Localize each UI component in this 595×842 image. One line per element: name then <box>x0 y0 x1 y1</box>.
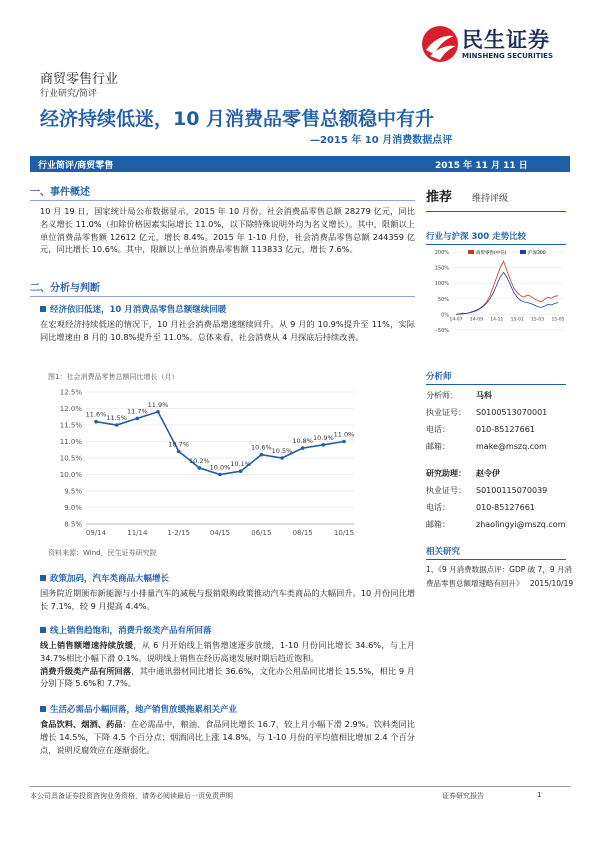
data-point <box>177 450 181 454</box>
sidebar <box>426 186 576 245</box>
trend-x-tick: 15-05 <box>551 317 565 323</box>
retail-growth-line-chart <box>44 384 364 546</box>
report-type: 行业研究/简评 <box>40 89 98 99</box>
page-title: 经济持续低迷，10 月消费品零售总额稳中有升 <box>40 108 435 130</box>
trend-line-hs300 <box>456 272 558 314</box>
y-tick-label: 10.5% <box>59 454 82 463</box>
info-key: 分析师： <box>426 391 458 400</box>
data-point <box>322 443 326 447</box>
data-label: 10.6% <box>251 443 272 452</box>
industry-label: 商贸零售行业 <box>40 72 119 87</box>
sidebar-divider <box>426 384 566 385</box>
info-key: 研究助理： <box>426 469 466 478</box>
rating-label: 推荐 <box>426 190 453 205</box>
info-key: 邮箱： <box>426 520 450 529</box>
y-tick-label: 12.5% <box>59 388 82 397</box>
trend-x-tick: 14-09 <box>469 317 483 323</box>
bullet-icon <box>40 575 46 581</box>
bullet-icon <box>40 706 46 712</box>
bullet-heading-4-text: 生活必需品小幅回落，地产销售放缓拖累相关产业 <box>50 705 238 715</box>
info-value: 010-85127661 <box>476 503 535 512</box>
info-value: S0100513070001 <box>476 408 548 417</box>
data-point <box>280 456 284 460</box>
legend-hs300: 沪深300 <box>528 251 546 256</box>
data-label: 10.5% <box>271 447 293 455</box>
header-bar <box>30 156 570 172</box>
data-point <box>94 420 98 424</box>
data-point <box>239 469 243 473</box>
data-label: 11.6% <box>85 410 107 419</box>
x-tick-label: 09/14 <box>85 529 107 537</box>
related-item[interactable] <box>426 563 576 591</box>
data-point <box>136 417 140 421</box>
paragraph-text: ，其中通讯器材同比增长 36.6%，文化办公用品同比增长 15.5%，相比 9 月分别下降 5.6%和 7.7%。 <box>40 665 415 689</box>
y-tick-label: 8.5% <box>64 520 82 529</box>
footer-disclaimer: 本公司具备证券投资咨询业务资格，请务必阅读最后一页免责声明 <box>30 792 233 800</box>
trend-y-tick: 150% <box>434 265 449 272</box>
figure-caption: 图1：社会消费品零售总额同比增长（月） <box>48 373 179 381</box>
legend-swatch-retail <box>468 250 474 254</box>
assistant-row <box>426 499 576 516</box>
data-label: 11.9% <box>147 400 169 409</box>
info-key: 邮箱： <box>426 442 450 451</box>
bullet-icon <box>40 306 46 312</box>
data-label: 10.0% <box>209 463 231 472</box>
related-title: 相关研究 <box>426 547 461 557</box>
trend-y-tick: 50% <box>437 296 449 303</box>
page-number: 1 <box>537 791 542 799</box>
info-value: S0100115070039 <box>476 486 548 495</box>
bullet-icon <box>40 627 46 633</box>
section-bullet-4 <box>30 703 415 756</box>
sidebar-divider <box>426 211 566 212</box>
assistant-name: 赵令伊 <box>476 469 500 478</box>
data-label: 11.7% <box>127 407 148 416</box>
bar-category: 行业简评/商贸零售 <box>38 161 114 171</box>
bullet-heading-3-text: 线上销售趋饱和，消费升级类产品有所回落 <box>50 626 212 636</box>
section-bullet-2 <box>30 572 415 613</box>
trend-x-tick: 15-03 <box>531 317 545 323</box>
info-key: 电话： <box>426 503 450 512</box>
info-key: 执业证号： <box>426 486 466 495</box>
data-label: 10.1% <box>230 460 251 469</box>
data-point <box>301 446 305 450</box>
sidebar-divider <box>426 244 566 245</box>
data-label: 11.0% <box>333 430 355 439</box>
analyst-row <box>426 387 576 404</box>
footer-divider <box>30 786 570 787</box>
bullet-heading-2-text: 政策加码，汽车类商品大幅增长 <box>50 574 170 584</box>
assistant-row <box>426 482 576 499</box>
section-title-2: 二、分析与判断 <box>30 283 100 294</box>
info-key: 执业证号： <box>426 408 466 417</box>
minsheng-logo-icon <box>420 24 460 64</box>
trend-comparison-chart <box>428 246 568 342</box>
section-event <box>30 183 415 256</box>
trend-y-tick: 200% <box>434 250 449 256</box>
data-point <box>260 453 264 457</box>
data-point <box>218 473 222 477</box>
x-tick-label: 08/15 <box>292 529 313 537</box>
assistant-row <box>426 516 576 533</box>
trend-y-tick: 0% <box>441 312 449 319</box>
info-value: 010-85127661 <box>476 425 535 434</box>
legend-swatch-hs300 <box>520 250 526 254</box>
y-tick-label: 11.0% <box>59 438 82 446</box>
bold-lead: 消费升级类产品有所回落 <box>40 665 132 676</box>
trend-title: 行业与沪深 300 走势比较 <box>426 232 527 242</box>
trend-x-tick: 14-07 <box>449 317 463 323</box>
related-item-title: 1、《9 月消费数据点评：GDP 破 7，9 月消费品零售总额增速略有回升》 <box>426 565 572 588</box>
y-tick-label: 9.0% <box>64 504 82 512</box>
trend-y-tick: 100% <box>434 281 449 288</box>
x-tick-label: 1-2/15 <box>167 529 191 537</box>
paragraph-text: ，从 6 月开始线上销售增速逐步放缓，1-10 月份同比增长 34.6%，与上月 34.7%相比小幅下滑 0.1%。说明线上销售在经历高速发展时期后趋近饱和。 <box>40 640 415 663</box>
brand-logo <box>420 22 570 72</box>
bar-date: 2015 年 11 月 11 日 <box>435 161 528 171</box>
analyst-row <box>426 421 576 438</box>
section-title-1: 一、事件概述 <box>30 187 90 198</box>
y-tick-label: 12.0% <box>59 405 82 413</box>
page-subtitle: —2015 年 10 月消费数据点评 <box>310 135 453 146</box>
brand-name-en: MINSHENG SECURITIES <box>462 52 553 60</box>
bold-lead: 食品饮料、烟酒、药品 <box>40 719 123 729</box>
data-label: 10.8% <box>292 437 313 446</box>
bullet-4-paragraph <box>30 718 415 756</box>
analyst-name: 马科 <box>476 391 492 400</box>
section-divider <box>30 296 415 297</box>
trend-line-retail <box>456 261 558 314</box>
y-tick-label: 11.5% <box>59 421 82 430</box>
related-item-date: 2015/10/19 <box>529 579 574 588</box>
data-point <box>198 466 202 470</box>
trend-x-tick: 15-01 <box>510 317 524 323</box>
figure-source: 资料来源：Wind，民生证券研究院 <box>48 549 157 557</box>
analyst-title: 分析师 <box>426 372 452 382</box>
bullet-heading-1-text: 经济依旧低迷，10 月消费品零售总额继续回暖 <box>50 305 227 315</box>
analyst-row <box>426 438 576 455</box>
rating-value: 维持评级 <box>472 194 509 204</box>
x-tick-label: 06/15 <box>251 529 272 537</box>
bold-lead: 线上销售额增速持续放缓 <box>40 640 134 650</box>
bullet-heading-3 <box>30 624 415 636</box>
bullet-2-paragraph: 国务院近期颁布新能源与小排量汽车的减税与报销限购政策推动汽车类商品的大幅回升。10 月份同比增长 7.1%，较 9 月提高 4.4%。 <box>40 588 415 611</box>
section-bullet-3 <box>30 624 415 690</box>
analyst-email[interactable]: make@mszq.com <box>476 442 547 451</box>
legend-retail: 商贸零售(中信) <box>476 251 507 256</box>
section-analysis <box>30 279 415 344</box>
trend-x-tick: 14-11 <box>490 317 504 323</box>
x-tick-label: 10/15 <box>333 529 355 537</box>
data-point <box>115 423 119 427</box>
trend-y-tick: -50% <box>436 328 449 334</box>
data-label: 10.9% <box>313 433 334 442</box>
bullet-heading-2 <box>30 572 415 584</box>
info-key: 电话： <box>426 425 450 434</box>
data-point <box>156 410 160 414</box>
rating-row <box>426 186 576 205</box>
paragraph-text: ：在必需品中，粮油、食品同比增长 16.7，较上月小幅下滑 2.9%。饮料类同比增长 14.5%，下降 4.5 个百分点；烟酒同比上涨 14.8%，与 1-10 月份的平均值相比增加 2.4 个百分点，说明反腐效应在逐渐弱化。 <box>40 719 415 755</box>
data-point <box>342 440 346 444</box>
data-label: 10.7% <box>168 440 189 449</box>
analyst-section <box>426 370 576 591</box>
analyst-row <box>426 404 576 421</box>
x-tick-label: 04/15 <box>209 529 231 537</box>
assistant-email[interactable]: zhaolingyi@mszq.com <box>476 520 566 529</box>
bullet-3-paragraph-2 <box>30 665 415 691</box>
y-tick-label: 10.0% <box>59 471 82 479</box>
sidebar-divider <box>426 559 566 560</box>
bullet-3-paragraph-1 <box>30 639 415 665</box>
brand-name-cn: 民生证券 <box>462 28 550 52</box>
assistant-row <box>426 465 576 482</box>
data-label: 11.5% <box>106 414 127 422</box>
assistant-info <box>426 465 576 533</box>
section-1-paragraph: 10 月 19 日，国家统计局公布数据显示，2015 年 10 月份，社会消费品零售总额 28279 亿元，同比名义增长 11.0%（扣除价格因素实际增长 11.0%，以下除特殊说明外均为名义增长）。其中，限额以上单位消费品零售额 12612 亿元，增长 8.4%。2015 年 1-10 月份，社会消费品零售总额 244359 亿元，同比增长 10.6%。其中，限额以上单位消费品零售额 113833 亿元，增长 7.6%。 <box>40 206 415 255</box>
x-tick-label: 11/14 <box>127 529 148 537</box>
analyst-info <box>426 387 576 455</box>
bullet-heading-4 <box>30 703 415 715</box>
data-label: 10.2% <box>189 456 210 465</box>
y-tick-label: 9.5% <box>64 487 82 496</box>
bullet-1-paragraph: 在宏观经济持续低迷的情况下，10 月社会消费品增速继续回升。从 9 月的 10.9%提升至 11%，实际同比增速由 8 月的 10.8%提升至 11.0%。总体来看，社会消费从 4 月探底后持续改善。 <box>40 319 415 342</box>
footer-report-label: 证券研究报告 <box>442 792 484 800</box>
bullet-heading-1 <box>30 303 415 315</box>
section-divider <box>30 200 415 201</box>
